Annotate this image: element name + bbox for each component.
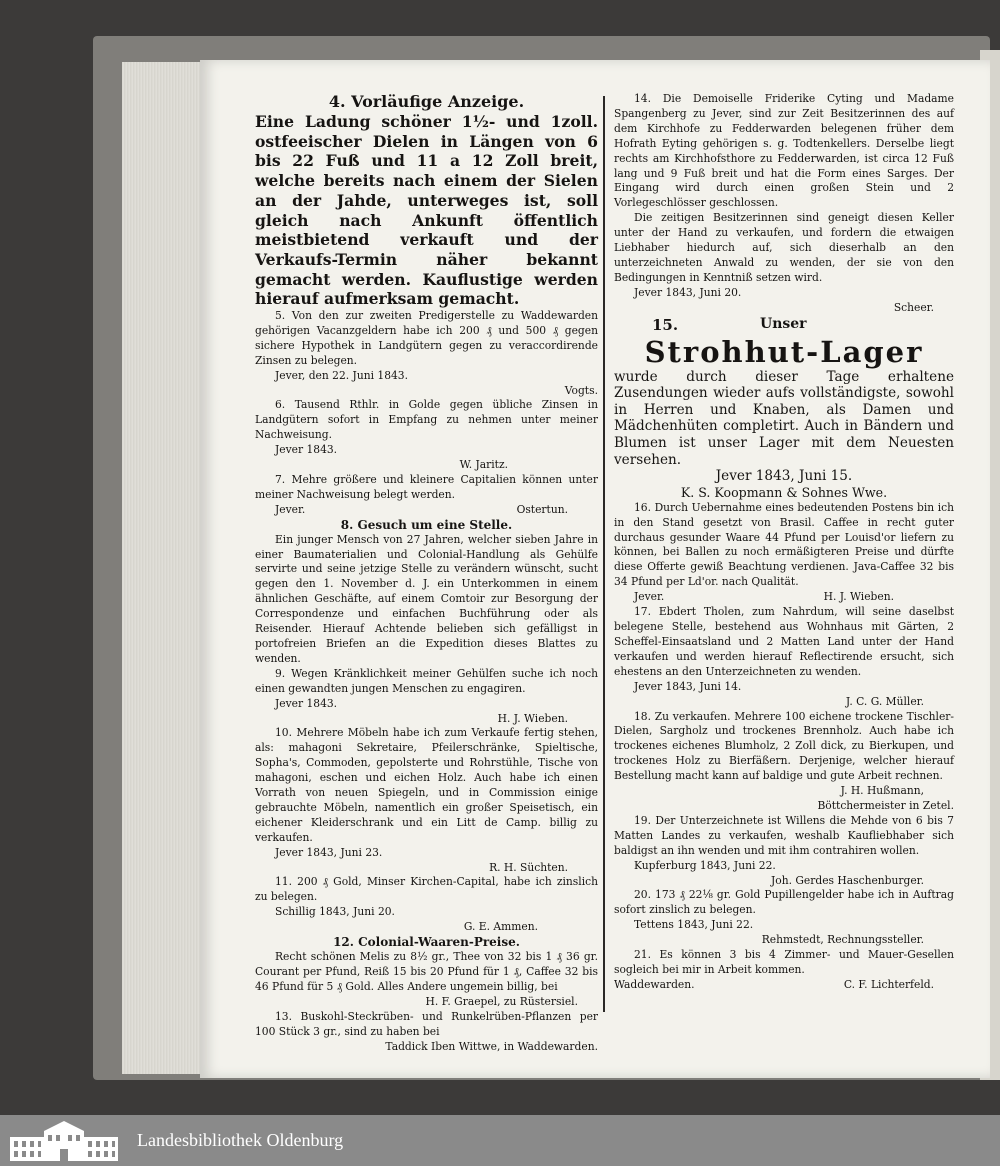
column-rule (603, 96, 605, 1012)
notice-18-signature-line2: Böttchermeister in Zetel. (817, 798, 954, 812)
notice-9-signature: H. J. Wieben. (497, 711, 568, 725)
notice-14-date: Jever 1843, Juni 20. (634, 285, 742, 299)
notice-5-date: Jever, den 22. Juni 1843. (275, 368, 409, 382)
notice-15-title: Strohhut-Lager (644, 334, 924, 369)
right-column (614, 92, 954, 993)
notice-21-signature: C. F. Lichterfeld. (843, 977, 934, 991)
notice-9-text: 9. Wegen Kränklichkeit meiner Gehülfen suche ich noch einen gewandten jungen Menschen zu engagiren. (255, 666, 598, 695)
notice-6-date: Jever 1843. (275, 443, 338, 457)
left-column (255, 92, 598, 1054)
notice-15-date: Jever 1843, Juni 15. (715, 468, 853, 485)
notice-12-signature: H. F. Graepel, zu Rüstersiel. (425, 994, 578, 1008)
notice-18-text: 18. Zu verkaufen. Mehrere 100 eichene trockene Tischler-Dielen, Sargholz und trockenes Brennholz. Auch habe ich trockenes eichenes Blumholz, 2 Zoll dick, zu Bierkupen, und trockenes Holz zu Bierfäßern. Derjenige, welcher hierauf Bestellung macht kann auf baldige und gute Arbeit rechnen. (614, 709, 954, 783)
notice-6-text: 6. Tausend Rthlr. in Golde gegen übliche Zinsen in Landgütern sofort in Empfang zu nehmen unter meiner Nachweisung. (255, 398, 598, 442)
notice-12-heading: 12. Colonial-Waaren-Preise. (333, 935, 520, 950)
notice-15-text: wurde durch dieser Tage erhaltene Zusendungen wieder aufs vollständigste, sowohl in Herren und Knaben, als Damen und Mädchenhüten completirt. Auch in Bändern und Blumen ist unser Lager mit dem Neuesten versehen. (614, 368, 954, 468)
notice-7-date: Jever. (275, 502, 306, 516)
notice-19-text: 19. Der Unterzeichnete ist Willens die Mehde von 6 bis 7 Matten Landes zu verkaufen, weshalb Kaufliebhaber sich baldigst an ihn wenden und mit ihm contrahiren wollen. (614, 813, 954, 857)
notice-20-signature: Rehmstedt, Rechnungssteller. (761, 933, 924, 947)
notice-17-signature: J. C. G. Müller. (845, 694, 924, 708)
notice-14-text-2: Die zeitigen Besitzerinnen sind geneigt diesen Keller unter der Hand zu verkaufen, und fordern die etwaigen Liebhaber hiedurch auf, sich dieserhalb an den unterzeichneten Anwald zu wenden, der sie von den Bedingungen in Kenntniß setzen wird. (614, 211, 954, 284)
notice-19-signature: Joh. Gerdes Haschenburger. (771, 873, 924, 887)
notice-15-number: 15. (652, 315, 679, 334)
library-building-icon (8, 1119, 120, 1163)
notice-17-date: Jever 1843, Juni 14. (634, 679, 742, 693)
notice-21-text: 21. Es können 3 bis 4 Zimmer- und Mauer-Gesellen sogleich bei mir in Arbeit kommen. (614, 948, 954, 976)
notice-10-signature: R. H. Süchten. (489, 860, 568, 874)
notice-10-date: Jever 1843, Juni 23. (275, 845, 383, 859)
notice-16-text: 16. Durch Uebernahme eines bedeutenden Postens bin ich in den Stand gesetzt von Brasil. Caffee in recht guter durchaus gesunder Waare 44 Pfund per Louisd'or liefern zu können, bei Ballen zu noch ermäßigteren Preise und dürfte diese Offerte gewiß Beachtung verdienen. Java-Caffee 32 bis 34 Pfund per Ld'or. nach Qualität. (614, 500, 954, 589)
notice-13-text: 13. Buskohl-Steckrüben- und Runkelrüben-Pflanzen per 100 Stück 3 gr., sind zu haben bei (255, 1009, 598, 1038)
notice-16-place: Jever. (634, 590, 665, 604)
notice-5-text: 5. Von den zur zweiten Predigerstelle zu Waddewarden gehörigen Vacanzgeldern habe ich 200 ₰ und 500 ₰ gegen sichere Hypothek in Landgütern gegen zu veraccordirende Zinsen zu belegen. (255, 309, 598, 367)
notice-4-text: Eine Ladung schöner 1½- und 1zoll. ostfeeischer Dielen in Längen von 6 bis 22 Fuß und 11 a 12 Zoll breit, welche bereits nach einem der Sielen an der Jahde, unterweges ist, soll gleich nach Ankunft öffentlich meistbietend verkauft und der Verkaufs-Termin näher bekannt gemacht werden. Kauflustige werden hierauf aufmerksam gemacht. (255, 112, 598, 309)
notice-7-signature: Ostertun. (516, 502, 568, 516)
notice-21-place: Waddewarden. (614, 977, 695, 991)
notice-8-text: Ein junger Mensch von 27 Jahren, welcher sieben Jahre in einer Baumaterialien und Colonial-Handlung als Gehülfe servirte und seine jetzige Stelle zu verändern wünscht, sucht gegen den 1. November d. J. ein Unterkommen in einem ähnlichen Geschäfte, auf einem Comtoir zur Besorgung der Correspondenze und einfachen Buchführung oder als Reisender. Hierauf Achtende belieben sich gefälligst in portofreien Briefen an die Expedition dieses Blattes zu wenden. (255, 532, 598, 665)
notice-20-text: 20. 173 ₰ 22⅛ gr. Gold Pupillengelder habe ich in Auftrag sofort zinslich zu belegen. (614, 888, 954, 917)
page-edges (122, 62, 204, 1074)
notice-14-text: 14. Die Demoiselle Friderike Cyting und Madame Spangenberg zu Jever, sind zur Zeit Besitzerinnen des auf dem Kirchhofe zu Fedderwarden belegenen früher dem Hofrath Eyting gehörigen s. g. Todtenkellers. Derselbe liegt rechts am Kirchhofsthore zu Fedderwarden, ist circa 12 Fuß lang und 9 Fuß breit und hat die Form eines Sarges. Der Eingang wird durch einen großen Stein und 2 Vorlegeschlösser geschlossen. (614, 92, 954, 210)
notice-17-text: 17. Ebdert Tholen, zum Nahrdum, will seine daselbst belegene Stelle, bestehend aus Wohnhaus mit Gärten, 2 Scheffel-Einsaatsland und 2 Matten Land unter der Hand verkaufen und werden hierauf Reflectirende ersucht, sich ehestens an den Unterzeichneten zu wenden. (614, 605, 954, 678)
notice-8-heading: 8. Gesuch um eine Stelle. (340, 517, 513, 532)
notice-6-signature: W. Jaritz. (459, 458, 508, 472)
notice-4-heading: 4. Vorläufige Anzeige. (328, 92, 525, 111)
notice-15-firm: K. S. Koopmann & Sohnes Wwe. (680, 484, 888, 500)
notice-9-date: Jever 1843. (275, 696, 338, 710)
library-name: Landesbibliothek Oldenburg (137, 1130, 344, 1150)
notice-5-signature: Vogts. (564, 383, 598, 397)
notice-11-date: Schillig 1843, Juni 20. (275, 905, 395, 919)
notice-15-unser: Unser (760, 315, 807, 332)
notice-7-text: 7. Mehre größere und kleinere Capitalien können unter meiner Nachweisung belegt werden. (255, 473, 598, 501)
notice-18-signature: J. H. Hußmann, (840, 784, 924, 798)
notice-16-signature: H. J. Wieben. (823, 590, 894, 604)
notice-20-date: Tettens 1843, Juni 22. (634, 918, 754, 932)
notice-10-text: 10. Mehrere Möbeln habe ich zum Verkaufe fertig stehen, als: mahagoni Sekretaire, Pfeilerschränke, Spieltische, Sopha's, Commoden, gepolsterte und Rohrstühle, Tische von mahagoni, eschen und eichen Holz. Auch habe ich einen Vorrath von neuen Spiegeln, und in Commission einige gebrauchte Möbeln, namentlich ein großer Speisetisch, ein eichener Kleiderschrank und ein Litt de Camp. billig zu verkaufen. (255, 726, 598, 844)
notice-19-date: Kupferburg 1843, Juni 22. (634, 858, 776, 872)
notice-11-signature: G. E. Ammen. (463, 920, 538, 934)
notice-11-text: 11. 200 ₰ Gold, Minser Kirchen-Capital, habe ich zinslich zu belegen. (255, 875, 598, 904)
notice-14-signature: Scheer. (893, 300, 934, 314)
notice-12-text: Recht schönen Melis zu 8½ gr., Thee von 32 bis 1 ₰ 36 gr. Courant per Pfund, Reiß 15 bis 20 Pfund für 1 ₰, Caffee 32 bis 46 Pfund für 5 ₰ Gold. Alles Andere ungemein billig, bei (255, 950, 598, 993)
notice-13-signature: Taddick Iben Wittwe, in Waddewarden. (385, 1039, 598, 1053)
